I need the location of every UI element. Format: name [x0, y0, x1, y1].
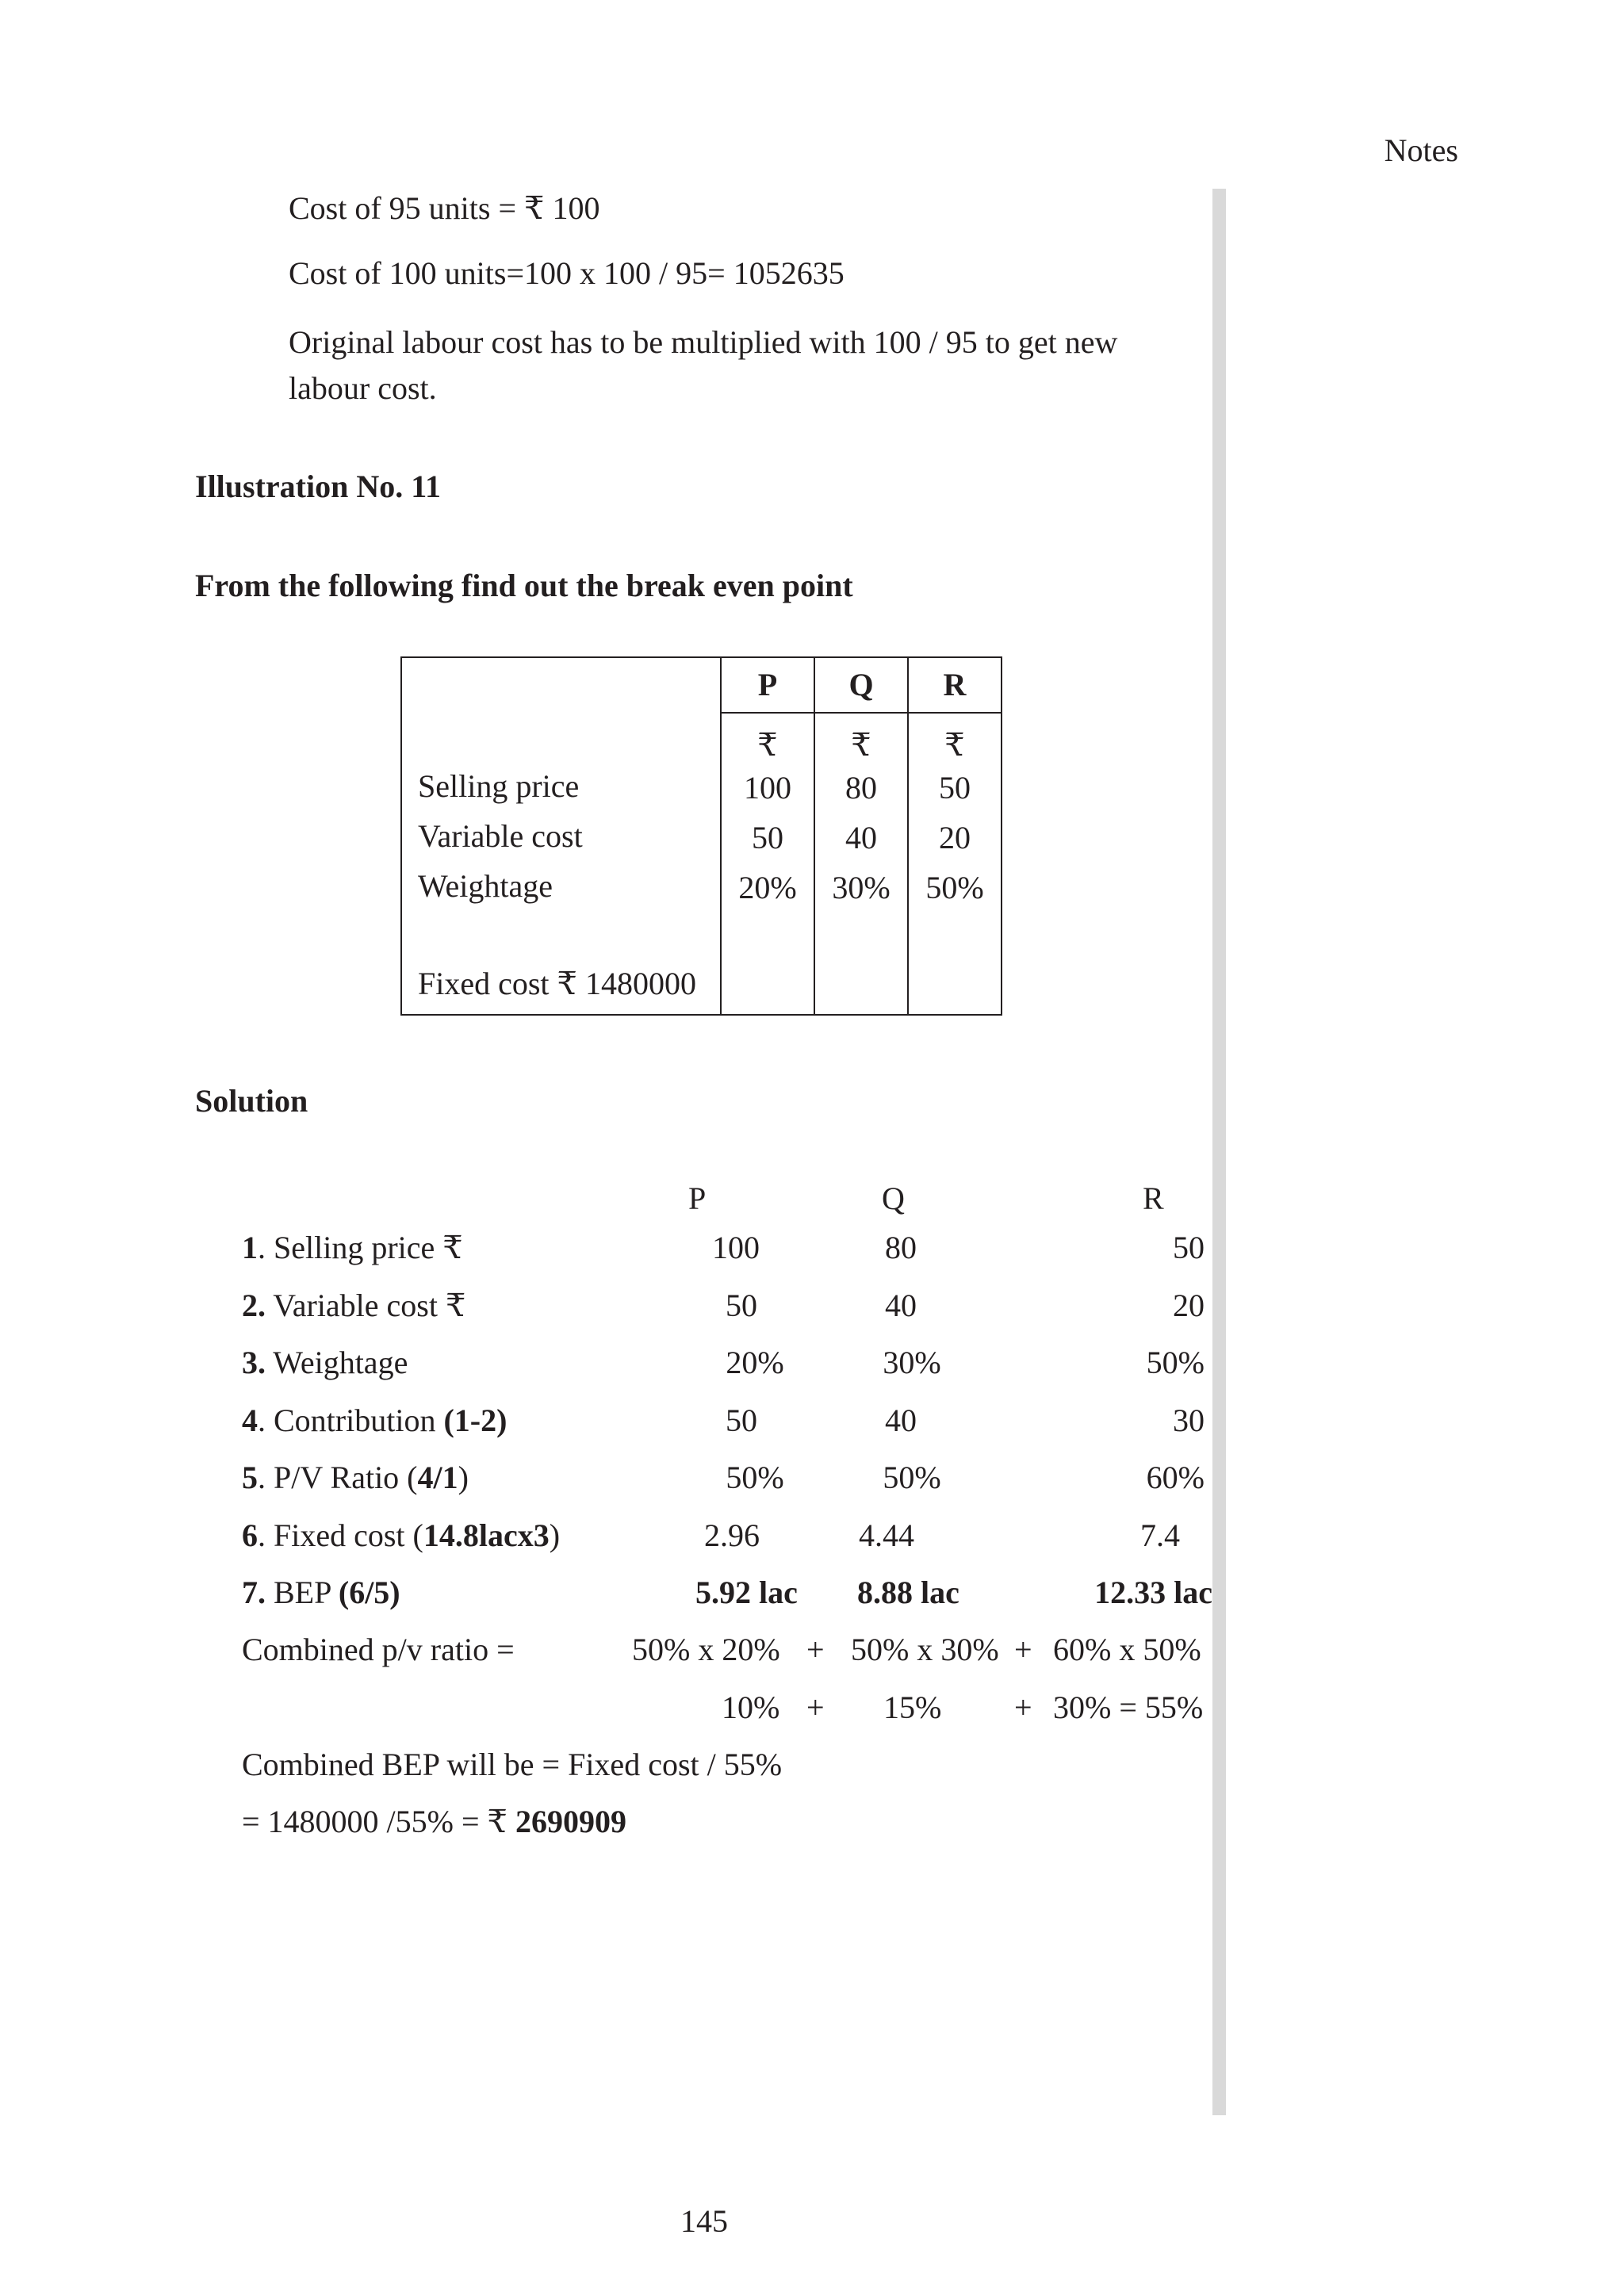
row-label-formula: 14.8lacx3: [423, 1517, 550, 1553]
row-label-formula: 4/1: [417, 1460, 458, 1495]
solution-value-p: 100: [712, 1230, 760, 1265]
given-col-q: [814, 713, 908, 1015]
row-label-text: . Selling price ₹: [258, 1230, 463, 1265]
combined-pv-label: Combined p/v ratio =: [242, 1632, 515, 1667]
given-value-p-variable: 50: [752, 820, 783, 855]
solution-header-q: Q: [882, 1181, 905, 1216]
row-label-text: . Fixed cost (: [258, 1517, 423, 1553]
row-number: 4: [242, 1402, 258, 1438]
combined-pv-result-plus-2: +: [1014, 1689, 1032, 1725]
solution-bep-q: 8.88 lac: [857, 1575, 959, 1610]
row-label-close: ): [549, 1517, 561, 1553]
margin-bar: [1212, 189, 1226, 2115]
illustration-title: Illustration No. 11: [195, 469, 442, 504]
solution-row-label: [242, 1402, 508, 1438]
solution-row-label: [242, 1290, 465, 1322]
given-value-q-weightage: 30%: [832, 870, 891, 905]
solution-value-q: 4.44: [859, 1517, 914, 1553]
combined-pv-term-3: 60% x 50%: [1053, 1632, 1201, 1667]
given-currency-p: ₹: [757, 727, 778, 763]
solution-row-label: [242, 1577, 400, 1609]
solution-row-label: [242, 1517, 561, 1553]
row-number: 7.: [242, 1575, 266, 1610]
given-label-weightage: Weightage: [418, 868, 553, 904]
intro-paragraph-line-1: [289, 317, 1208, 368]
row-label-text: Variable cost ₹: [266, 1288, 466, 1323]
solution-value-q: 30%: [883, 1345, 941, 1380]
page-number: 145: [680, 2203, 728, 2239]
given-header-p: P: [721, 657, 814, 713]
solution-value-p: 20%: [726, 1345, 784, 1380]
given-value-q-selling: 80: [845, 770, 877, 806]
solution-bep-r: 12.33 lac: [1094, 1575, 1212, 1610]
given-value-r-weightage: 50%: [925, 870, 984, 905]
given-value-q-variable: 40: [845, 820, 877, 855]
solution-header-p: P: [688, 1181, 707, 1216]
given-header-r: R: [908, 657, 1002, 713]
given-col-r: [908, 713, 1002, 1015]
row-label-text: BEP: [266, 1575, 339, 1610]
given-currency-q: ₹: [851, 727, 871, 763]
solution-value-r: 30: [1173, 1402, 1205, 1438]
row-label-text: Weightage: [266, 1345, 408, 1380]
intro-paragraph-text: Original labour cost has to be multiplied with 100 / 95 to get new: [289, 324, 1118, 360]
given-data-table: [400, 656, 1002, 1016]
solution-value-p: 50%: [726, 1460, 784, 1495]
combined-pv-term-2: 50% x 30%: [851, 1632, 999, 1667]
solution-value-r: 20: [1173, 1288, 1205, 1323]
illustration-question: From the following find out the break even point: [195, 568, 853, 603]
given-header-q: Q: [814, 657, 908, 713]
solution-value-r: 50: [1173, 1230, 1205, 1265]
combined-pv-plus-2: +: [1014, 1632, 1032, 1667]
solution-row-label: [242, 1347, 408, 1379]
final-result-value: 2690909: [515, 1804, 626, 1839]
given-value-p-weightage: 20%: [738, 870, 797, 905]
combined-pv-result-3: 30% = 55%: [1053, 1689, 1204, 1725]
solution-value-q: 40: [885, 1402, 917, 1438]
final-result-prefix: = 1480000 /55% = ₹: [242, 1804, 515, 1839]
row-label-formula: (1-2): [443, 1402, 508, 1438]
solution-row-label: [242, 1462, 469, 1494]
row-number: 5: [242, 1460, 258, 1495]
solution-value-q: 50%: [883, 1460, 941, 1495]
given-value-r-selling: 50: [939, 770, 971, 806]
row-number: 3.: [242, 1345, 266, 1380]
row-label-formula: (6/5): [338, 1575, 400, 1610]
solution-value-q: 40: [885, 1288, 917, 1323]
solution-row-label: [242, 1232, 463, 1264]
combined-pv-result-2: 15%: [883, 1689, 942, 1725]
given-currency-r: ₹: [944, 727, 965, 763]
combined-pv-result-1: 10%: [722, 1689, 780, 1725]
row-label-close: ): [458, 1460, 469, 1495]
given-value-p-selling: 100: [744, 770, 791, 806]
solution-bep-p: 5.92 lac: [695, 1575, 798, 1610]
solution-value-p: 50: [726, 1402, 757, 1438]
notes-label: Notes: [1384, 132, 1458, 168]
given-label-variable-cost: Variable cost: [418, 818, 583, 854]
solution-value-r: 7.4: [1140, 1517, 1180, 1553]
given-fixed-cost: Fixed cost ₹ 1480000: [418, 966, 696, 1001]
given-col-p: [721, 713, 814, 1015]
given-label-cell: [401, 657, 721, 1015]
row-number: 1: [242, 1230, 258, 1265]
solution-value-r: 50%: [1146, 1345, 1205, 1380]
solution-value-p: 2.96: [704, 1517, 760, 1553]
given-label-selling-price: Selling price: [418, 768, 580, 804]
solution-title: Solution: [195, 1083, 308, 1119]
solution-value-r: 60%: [1146, 1460, 1205, 1495]
solution-header-r: R: [1143, 1181, 1164, 1216]
solution-value-q: 80: [885, 1230, 917, 1265]
row-label-text: . P/V Ratio (: [258, 1460, 418, 1495]
intro-paragraph-line-2: labour cost.: [289, 370, 437, 406]
row-number: 2.: [242, 1288, 266, 1323]
row-number: 6: [242, 1517, 258, 1553]
combined-pv-term-1: 50% x 20%: [632, 1632, 780, 1667]
combined-pv-result-plus-1: +: [806, 1689, 825, 1725]
combined-pv-plus-1: +: [806, 1632, 825, 1667]
solution-value-p: 50: [726, 1288, 757, 1323]
row-label-text: . Contribution: [258, 1402, 444, 1438]
intro-line-2: Cost of 100 units=100 x 100 / 95= 1052635: [289, 255, 845, 291]
intro-line-1: Cost of 95 units = ₹ 100: [289, 190, 600, 226]
final-result-line: [242, 1806, 626, 1838]
given-value-r-variable: 20: [939, 820, 971, 855]
combined-bep-line: Combined BEP will be = Fixed cost / 55%: [242, 1747, 783, 1782]
